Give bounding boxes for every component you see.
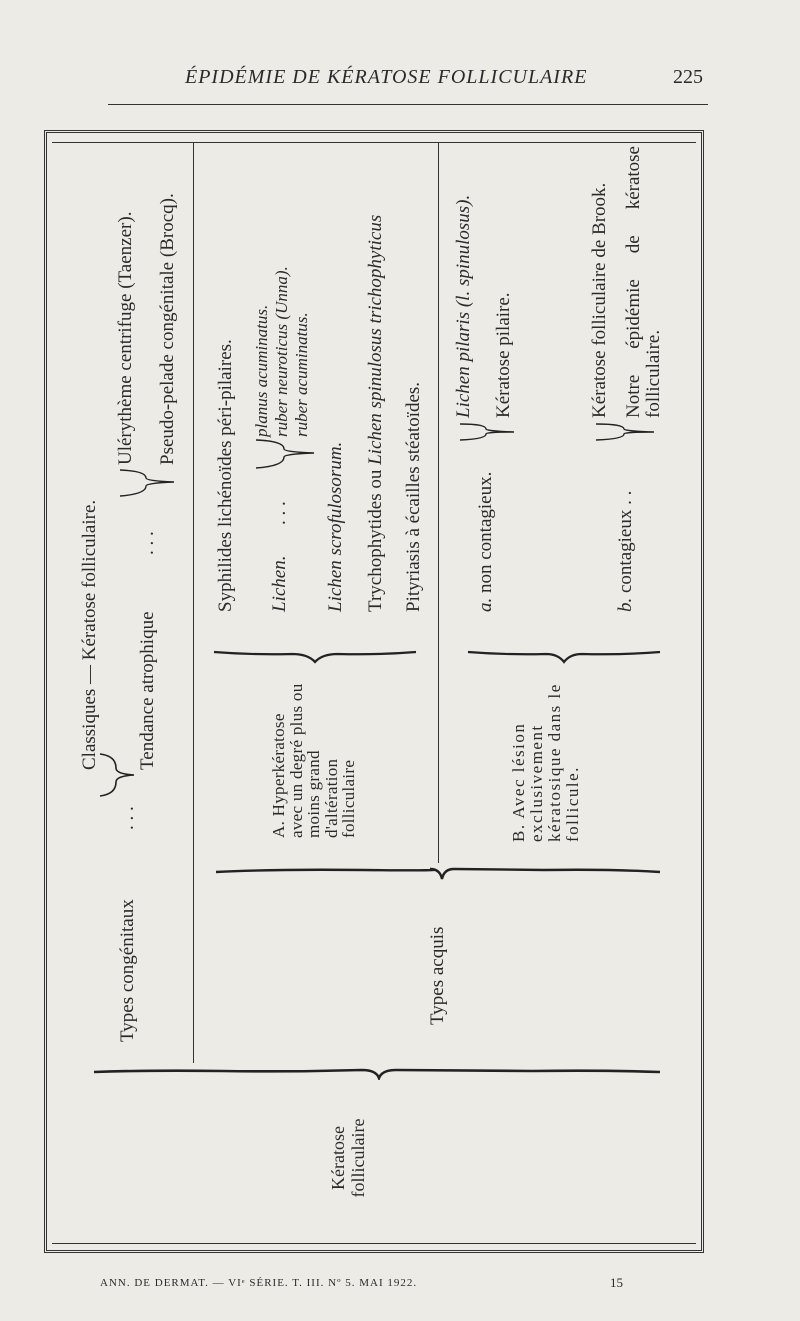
syphilides-text: Syphilides lichénoïdes péri-pilaires.: [215, 339, 236, 612]
lichen-dots: [270, 501, 290, 525]
lichen-scrofulosorum-text: Lichen scrofulosorum.: [325, 441, 346, 612]
group-a-label: [270, 678, 358, 838]
running-header: [40, 62, 720, 92]
non-contagious-brace: [456, 422, 516, 442]
non-contagious-letter: a.: [475, 597, 496, 612]
group-b-label-text: B. Avec lésion exclusivement kératosique dans le follicule.: [509, 683, 582, 842]
running-title: ÉPIDÉMIE DE KÉRATOSE FOLLICULAIRE: [185, 66, 588, 88]
lichen-pilaris-text: Lichen pilaris (l. spinulosus).: [453, 194, 474, 418]
group-a-label-text: A. Hyperkératose avec un degré plus ou moins grand d'altération folliculaire: [269, 683, 358, 838]
contagious-brace: [592, 422, 656, 442]
separator-congenital: [193, 143, 194, 1063]
syphilides: [216, 339, 236, 612]
inner-bottom-rule: [52, 1243, 696, 1244]
non-contagious-visible: non contagieux.: [475, 471, 496, 593]
footer-number: 15: [610, 1275, 623, 1290]
trychophytides-text: Trychophytides ou: [365, 464, 386, 612]
group-b-brace: [466, 644, 662, 664]
pityriasis: [404, 382, 424, 612]
trychophytides-italic-text: Lichen spinulosus trichophyticus: [365, 214, 386, 465]
keratose-brook: [590, 183, 610, 418]
congenital-label-text: Types congénitaux: [117, 899, 138, 1042]
trychophytides: [366, 215, 386, 612]
inner-top-rule: [52, 142, 696, 143]
group-a-brace: [212, 644, 418, 664]
atrophic-item-2-text: Pseudo-pelade congénitale (Brocq).: [157, 193, 178, 465]
atrophic-item-2: [158, 193, 178, 465]
group-b-label: [510, 682, 582, 842]
lichen-scrofulosorum: [326, 442, 346, 612]
lichen-pilaris: [454, 195, 474, 418]
footer-citation: ANN. DE DERMAT. — VIᵉ SÉRIE. T. III. Nº 5. MAI 1922.: [100, 1277, 418, 1289]
congenital-atrophic-dots: [138, 531, 158, 555]
root-label-text: Kératose folliculaire: [328, 1118, 368, 1198]
lichen-item-3-text: ruber acuminatus.: [292, 312, 311, 437]
congenital-brace: [96, 752, 136, 798]
atrophic-item-1-text: Ulérythème centrifuge (Taenzer).: [115, 211, 136, 465]
page-number: 225: [673, 66, 703, 88]
lichen-dots-text: . . .: [269, 501, 290, 525]
congenital-atrophic-dots-text: . . .: [137, 531, 158, 555]
keratose-brook-text: Kératose folliculaire de Brook.: [589, 182, 610, 418]
congenital-dots-text: . . .: [117, 806, 138, 830]
lichen-item-1: [252, 305, 272, 437]
contagious-visible: contagieux: [615, 509, 636, 593]
lichen-item-3: [292, 312, 312, 437]
notre-epidemie-text: Notre épidémie de kératose folliculaire.: [623, 146, 664, 418]
keratose-pilaire: [494, 292, 514, 418]
congenital-atrophic: [138, 611, 158, 770]
non-contagious-label: [476, 472, 496, 612]
separator-acquired-groups: [438, 143, 439, 863]
lichen-item-2: [272, 266, 292, 437]
congenital-classic: [80, 500, 100, 770]
footer: [100, 1277, 660, 1297]
lichen-item-2-text: ruber neuroticus (Unna).: [272, 266, 291, 437]
congenital-dots: [118, 806, 138, 830]
contagious-dots: . .: [615, 490, 636, 505]
contagious-letter: b.: [615, 597, 636, 612]
lichen-item-1-text: planus acuminatus.: [252, 304, 271, 437]
lichen-brace: [252, 438, 316, 470]
congenital-label: [118, 899, 138, 1042]
header-rule: [108, 104, 708, 105]
acquired-label-text: Types acquis: [427, 926, 448, 1025]
contagious-label: [616, 491, 636, 612]
keratose-pilaire-text: Kératose pilaire.: [493, 292, 514, 418]
lichen-label-text: Lichen.: [269, 555, 290, 612]
atrophic-brace: [116, 468, 176, 498]
congenital-classic-text: Classiques — Kératose folliculaire.: [79, 499, 100, 770]
acquired-brace: [214, 858, 662, 882]
root-label: [328, 1103, 368, 1213]
lichen-label: [270, 556, 290, 612]
acquired-label: [428, 927, 448, 1025]
pityriasis-text: Pityriasis à écailles stéatoïdes.: [403, 381, 424, 612]
root-brace: [92, 1058, 662, 1080]
congenital-atrophic-text: Tendance atrophique: [137, 611, 158, 770]
atrophic-item-1: [116, 212, 136, 465]
notre-epidemie: [624, 146, 664, 418]
